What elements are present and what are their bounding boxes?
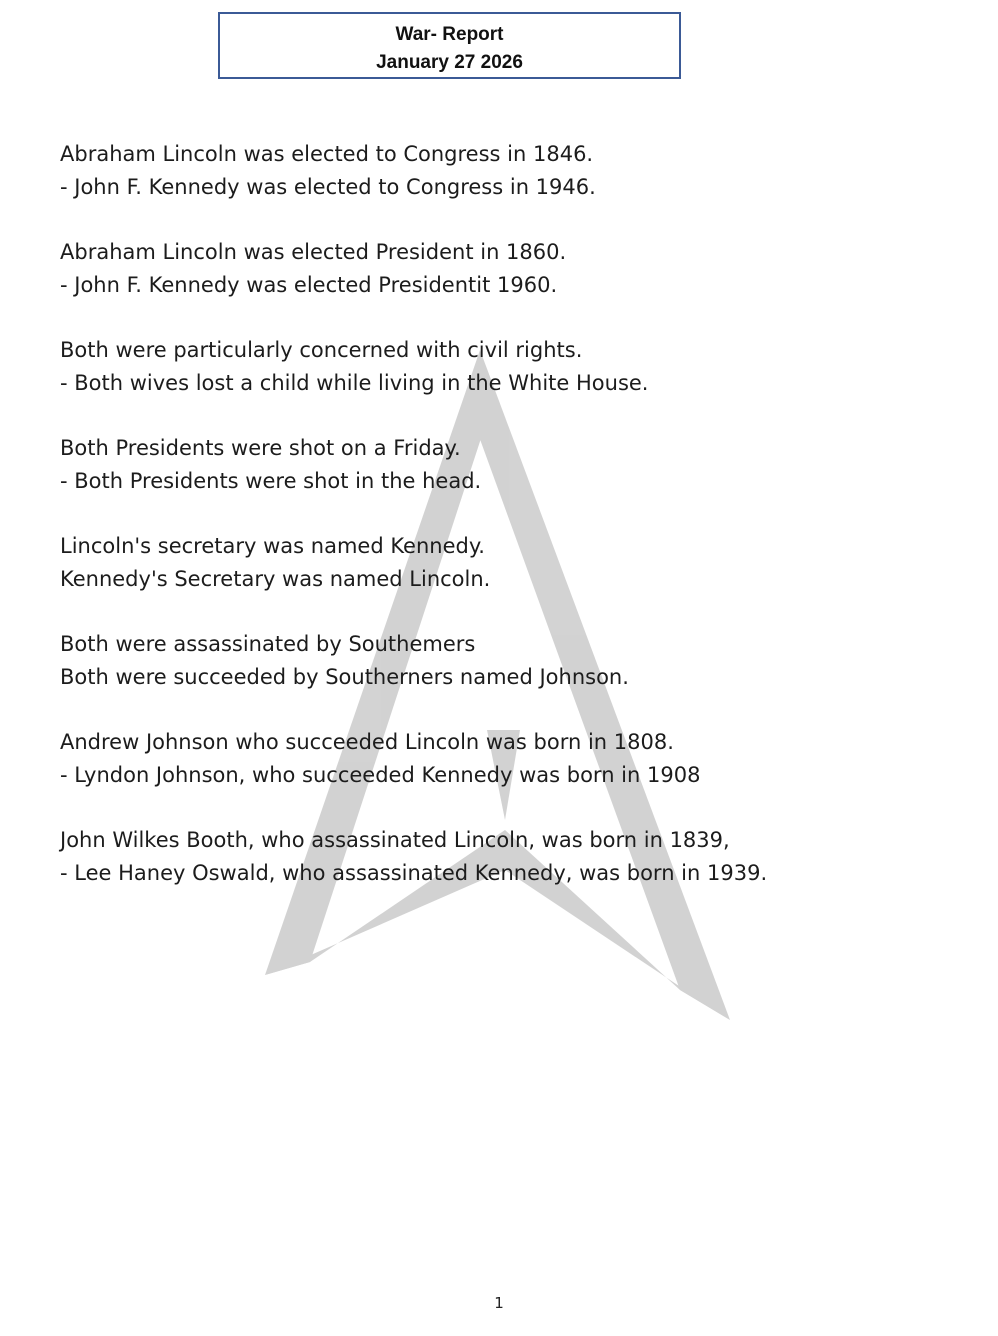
paragraph-civil-rights [60,334,940,400]
paragraph-secretary [60,530,940,596]
text-line: - Lyndon Johnson, who succeeded Kennedy was born in 1908 [60,763,701,787]
paragraph-southerners [60,628,940,694]
paragraph-shot [60,432,940,498]
paragraph-congress [60,138,940,204]
paragraph-johnson [60,726,940,792]
text-line: - John F. Kennedy was elected Presidentit 1960. [60,273,558,297]
text-line: Both were assassinated by Southemers [60,632,476,656]
text-line: - Both Presidents were shot in the head. [60,469,482,493]
text-line: Kennedy's Secretary was named Lincoln. [60,567,491,591]
text-line: - John F. Kennedy was elected to Congress in 1946. [60,175,596,199]
text-line: - Lee Haney Oswald, who assassinated Kennedy, was born in 1939. [60,861,768,885]
report-header-box [218,12,681,79]
text-line: Abraham Lincoln was elected to Congress in 1846. [60,142,594,166]
page-number: 1 [494,1294,504,1312]
paragraph-assassins [60,824,940,890]
report-title: War- Report [395,24,504,45]
text-line: Both were particularly concerned with civil rights. [60,338,583,362]
text-line: John Wilkes Booth, who assassinated Lincoln, was born in 1839, [60,828,730,852]
text-line: Andrew Johnson who succeeded Lincoln was born in 1808. [60,730,674,754]
text-line: Both were succeeded by Southerners named Johnson. [60,665,629,689]
text-line: - Both wives lost a child while living in the White House. [60,371,649,395]
text-line: Lincoln's secretary was named Kennedy. [60,534,485,558]
text-line: Both Presidents were shot on a Friday. [60,436,461,460]
report-body [60,138,940,922]
paragraph-president [60,236,940,302]
report-date: January 27 2026 [376,52,523,73]
text-line: Abraham Lincoln was elected President in 1860. [60,240,567,264]
